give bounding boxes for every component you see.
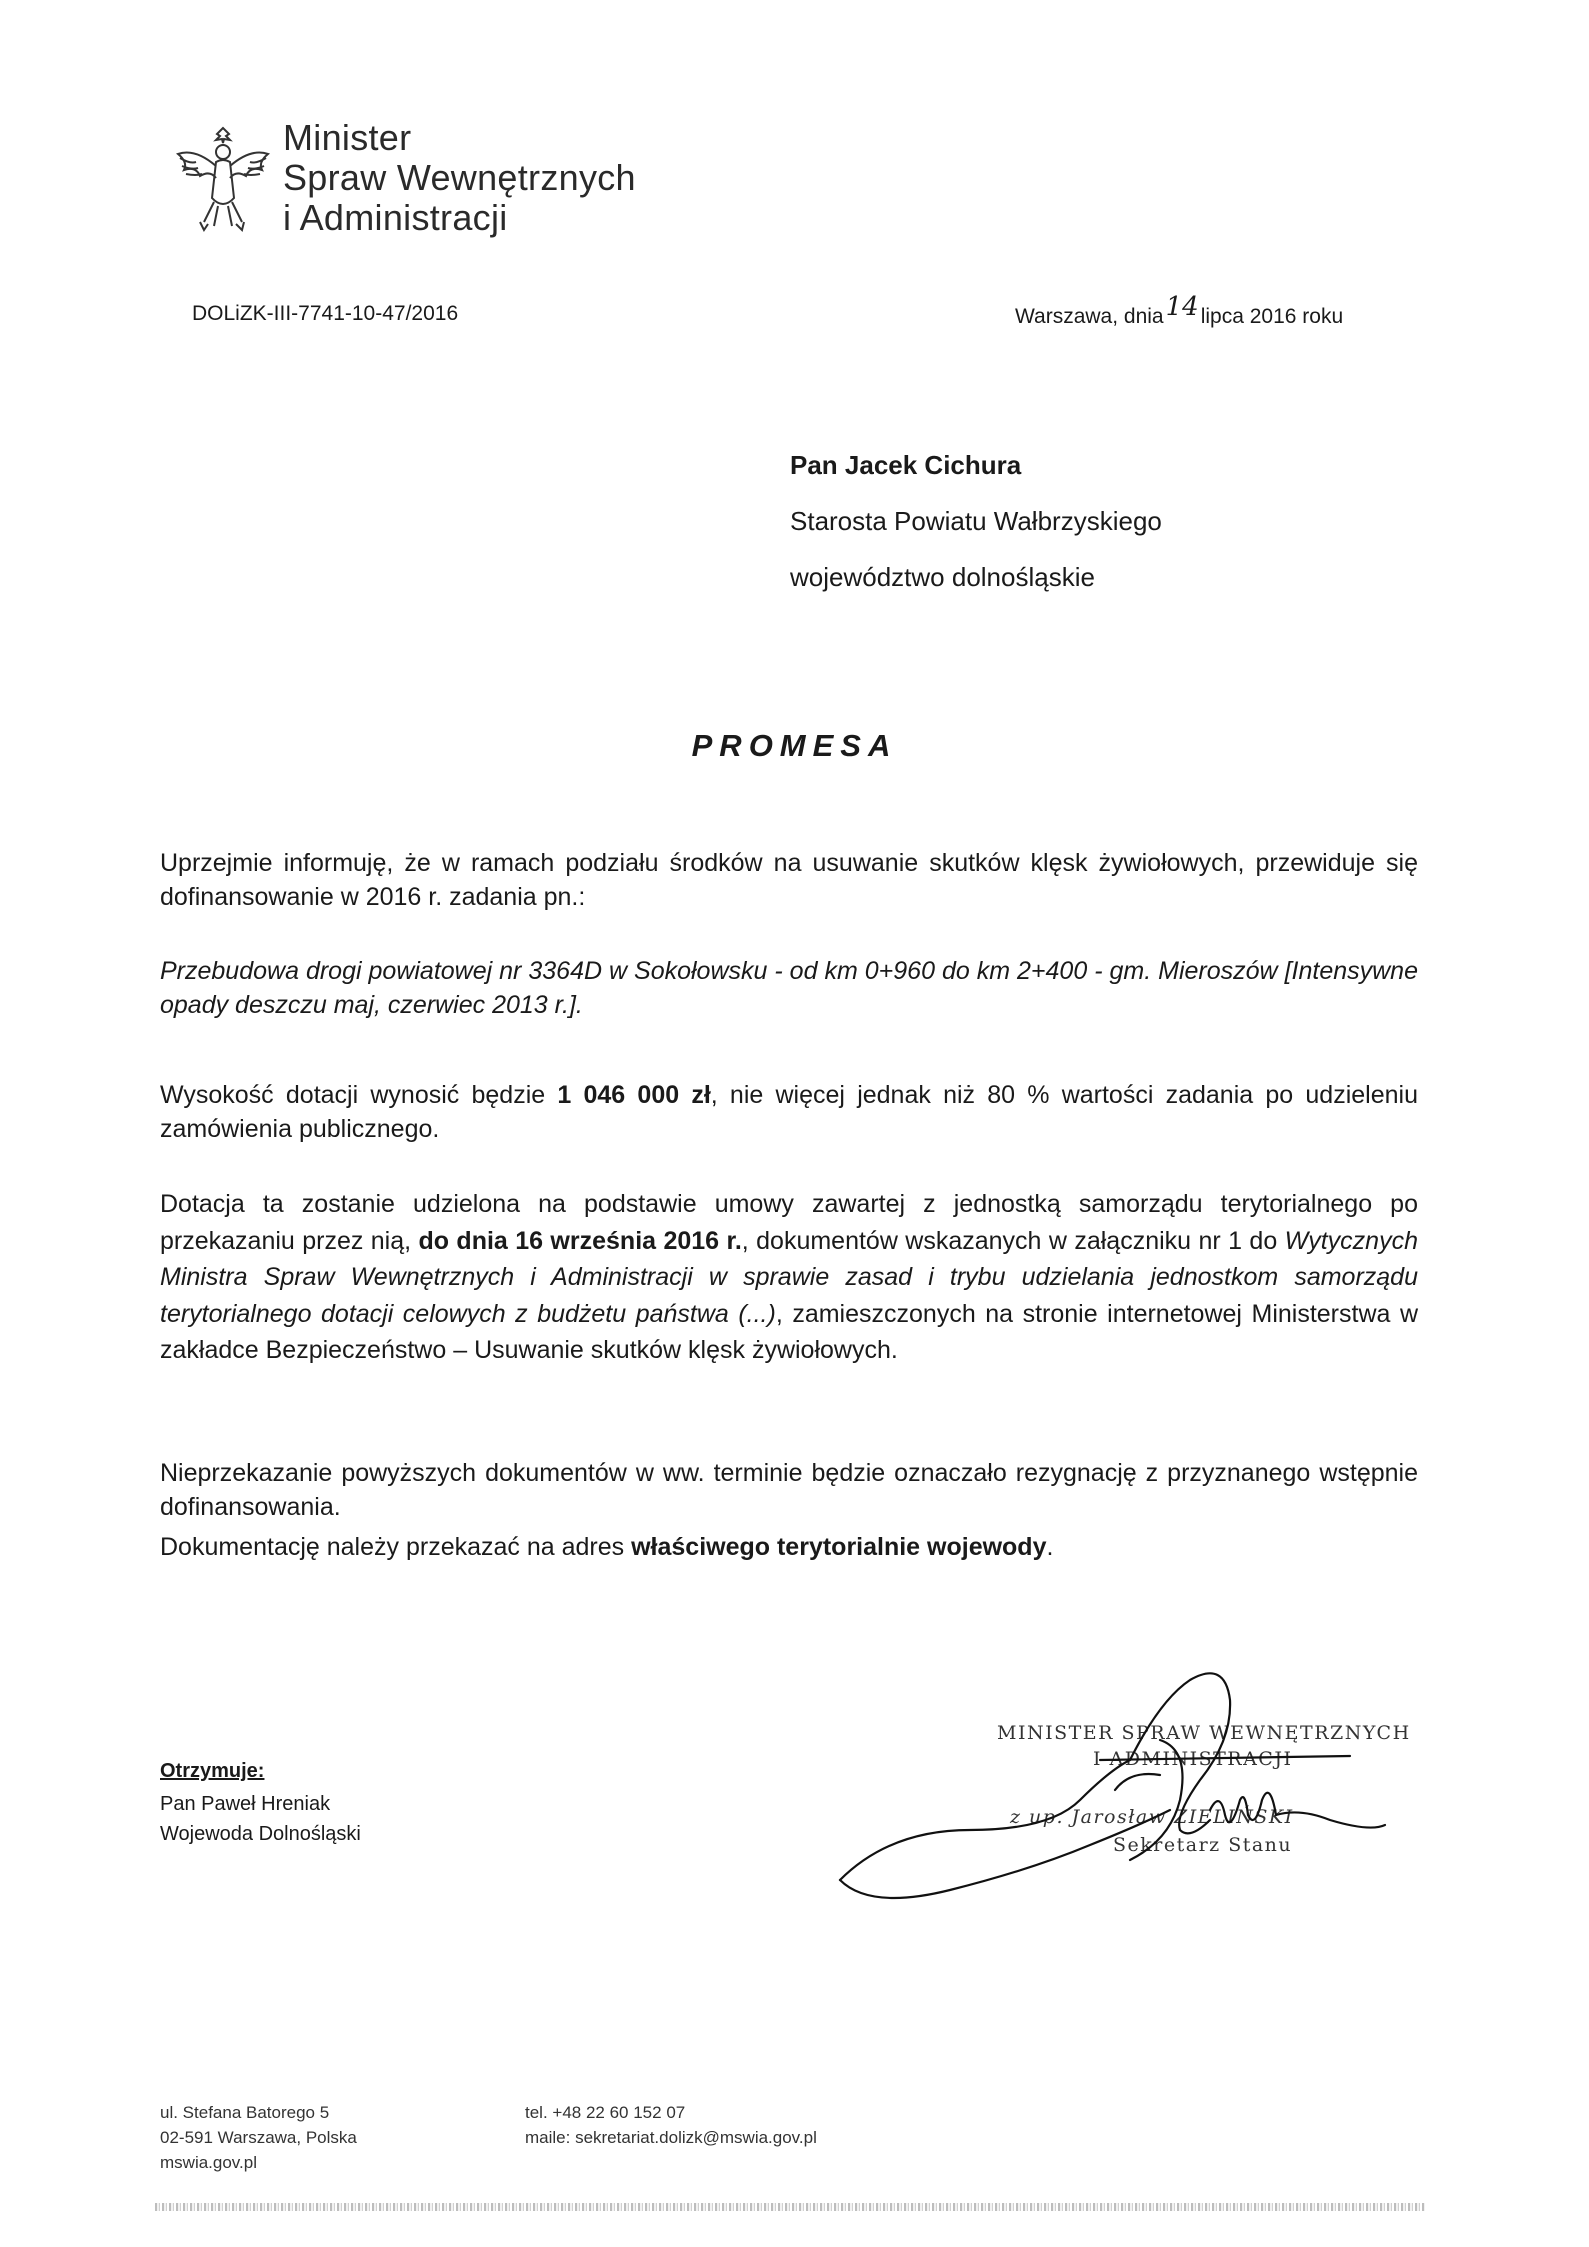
paragraph-grant-amount: Wysokość dotacji wynosić będzie 1 046 000 zł, nie więcej jednak niż 80 % wartości zadania po udzieleniu zamówienia publicznego. bbox=[160, 1081, 1418, 1143]
submission-target: właściwego terytorialnie wojewody bbox=[631, 1533, 1047, 1561]
addressee-region: województwo dolnośląskie bbox=[790, 562, 1095, 592]
date-prefix: Warszawa, dnia bbox=[1015, 305, 1164, 328]
footer-address-line: ul. Stefana Batorego 5 bbox=[160, 2103, 330, 2122]
paragraph-submission: Dokumentację należy przekazać na adres właściwego terytorialnie wojewody. bbox=[160, 1533, 1054, 1561]
ministry-name-line: i Administracji bbox=[283, 197, 508, 238]
recipients-heading: Otrzymuje: bbox=[160, 1760, 265, 1782]
stamp-line: z up. Jarosław ZIELIŃSKI bbox=[1010, 1806, 1294, 1828]
recipient-line: Wojewoda Dolnośląski bbox=[160, 1823, 361, 1845]
stamp-line: MINISTER SPRAW WEWNĘTRZNYCH bbox=[997, 1722, 1411, 1744]
footer-email: maile: sekretariat.dolizk@mswia.gov.pl bbox=[525, 2128, 817, 2147]
stamp-line: Sekretarz Stanu bbox=[1113, 1834, 1293, 1856]
footer-website: mswia.gov.pl bbox=[160, 2153, 257, 2172]
date-day-handwritten: 14 bbox=[1165, 292, 1199, 322]
paragraph-task-name: Przebudowa drogi powiatowej nr 3364D w Sokołowsku - od km 0+960 do km 2+400 - gm. Mieroszów [Intensywne opady deszczu maj, czerwiec 2013 r.]. bbox=[160, 957, 1418, 1019]
handwritten-signature bbox=[830, 1640, 1390, 1940]
addressee-position: Starosta Powiatu Wałbrzyskiego bbox=[790, 506, 1162, 536]
footer-divider bbox=[155, 2203, 1425, 2211]
guidelines-title: Wytycznych Ministra Spraw Wewnętrznych i Administracji w sprawie zasad i trybu udzielania jednostkom samorządu terytorialnego dotacji celowych z budżetu państwa (...) bbox=[160, 1226, 1418, 1328]
polish-eagle-emblem-icon bbox=[170, 118, 276, 238]
footer-address-line: 02-591 Warszawa, Polska bbox=[160, 2128, 357, 2147]
document-title: PROMESA bbox=[691, 728, 898, 763]
paragraph-intro: Uprzejmie informuję, że w ramach podziału środków na usuwanie skutków klęsk żywiołowych, przewiduje się dofinansowanie w 2016 r. zadania pn.: bbox=[160, 849, 1418, 911]
ministry-name-line: Minister bbox=[283, 117, 412, 158]
addressee-name: Pan Jacek Cichura bbox=[790, 450, 1022, 480]
paragraph-consequence: Nieprzekazanie powyższych dokumentów w ww. terminie będzie oznaczało rezygnację z przyznanego wstępnie dofinansowania. bbox=[160, 1459, 1418, 1521]
date-line bbox=[1015, 292, 1344, 330]
reference-number: DOLiZK-III-7741-10-47/2016 bbox=[192, 302, 459, 325]
footer-phone: tel. +48 22 60 152 07 bbox=[525, 2103, 686, 2122]
date-suffix: lipca 2016 roku bbox=[1200, 305, 1344, 328]
deadline: do dnia 16 września 2016 r. bbox=[418, 1226, 742, 1255]
grant-amount: 1 046 000 zł bbox=[557, 1081, 711, 1109]
recipient-line: Pan Paweł Hreniak bbox=[160, 1793, 331, 1815]
paragraph-conditions: Dotacja ta zostanie udzielona na podstawie umowy zawartej z jednostką samorządu terytorialnego po przekazaniu przez nią, do dnia 16 września 2016 r., dokumentów wskazanych w załączniku nr 1 do Wytycznych Ministra Spraw Wewnętrznych i Administracji w sprawie zasad i trybu udzielania jednostkom samorządu terytorialnego dotacji celowych z budżetu państwa (...), zamieszczonych na stronie internetowej Ministerstwa w zakładce Bezpieczeństwo – Usuwanie skutków klęsk żywiołowych. bbox=[160, 1190, 1419, 1364]
stamp-line: I ADMINISTRACJI bbox=[1093, 1748, 1293, 1770]
ministry-name-line: Spraw Wewnętrznych bbox=[283, 157, 636, 198]
